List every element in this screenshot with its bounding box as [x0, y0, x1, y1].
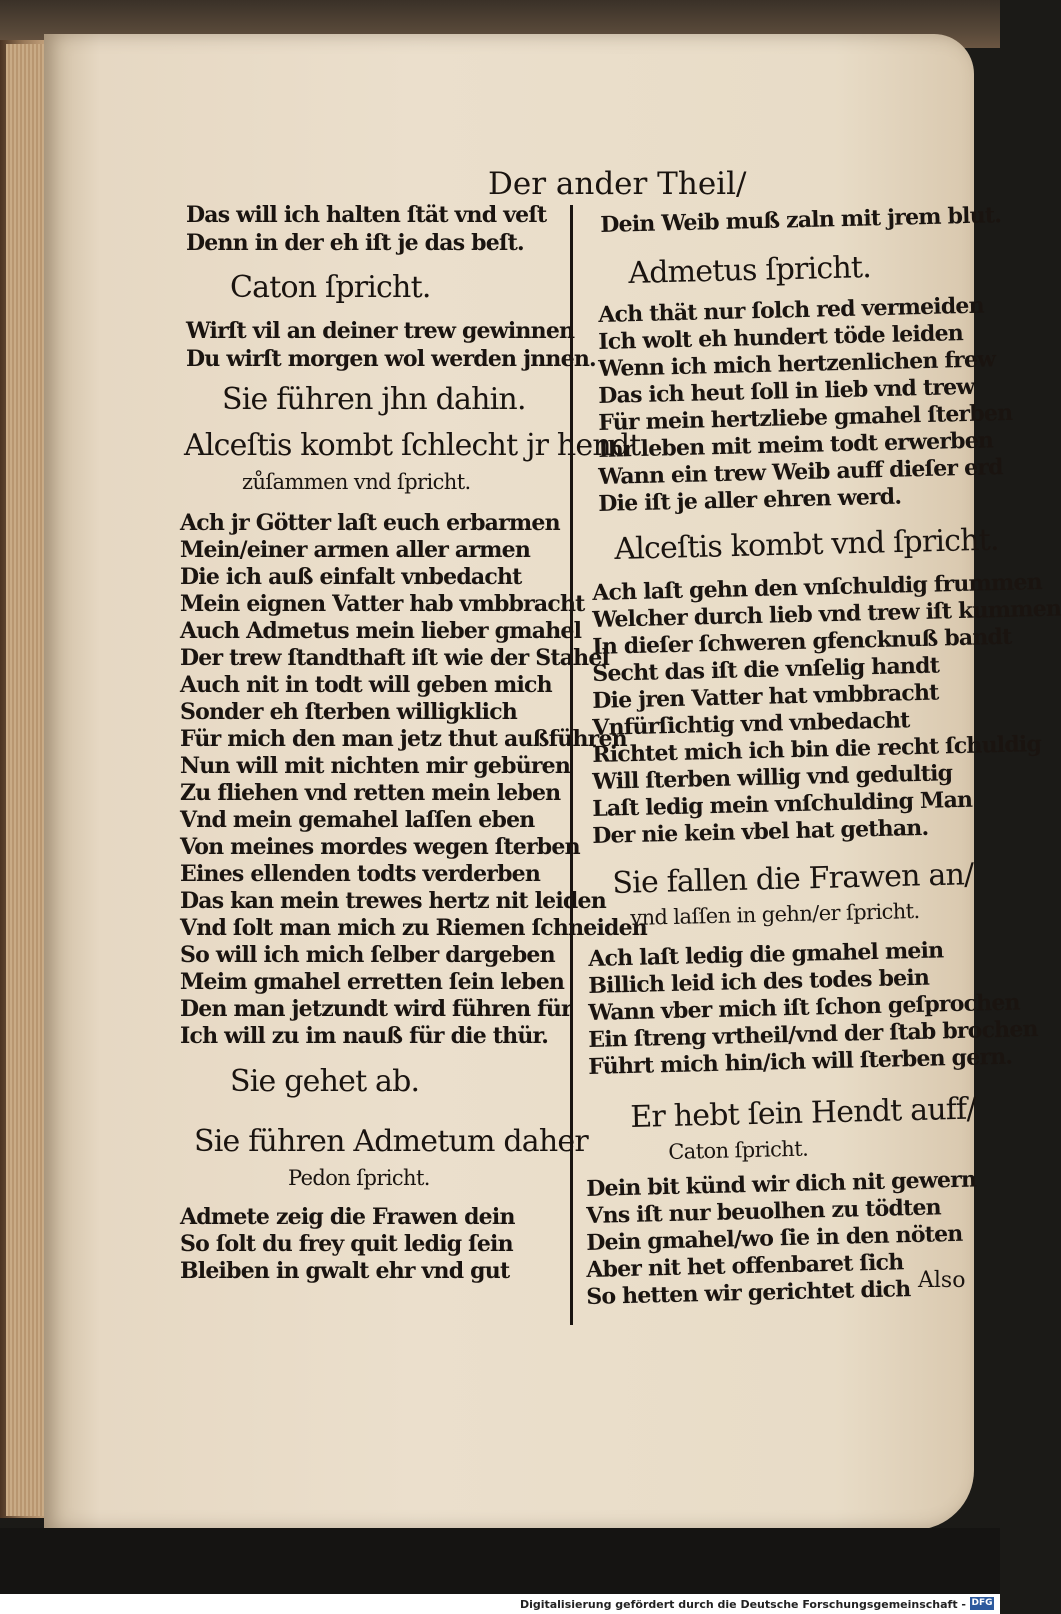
verse-line: Ach laſt ledig die gmahel mein: [588, 937, 944, 972]
verse-line: Der nie kein vbel hat gethan.: [592, 814, 929, 849]
speaker-heading-alcestis: Alceſtis kombt ſchlecht jr hendt: [184, 428, 641, 463]
stage-direction-sub: zůſammen vnd ſpricht.: [242, 470, 471, 494]
verse-line: Dein bit künd wir dich nit gewern: [586, 1166, 977, 1202]
stage-direction-heading: Sie fallen die Frawen an/: [612, 857, 974, 901]
verse-line: Ich wolt eh hundert töde leiden: [598, 320, 964, 355]
stage-direction-heading: Sie führen Admetum daher: [194, 1124, 588, 1159]
verse-line: Das will ich halten ſtät vnd veſt: [186, 202, 547, 228]
verse-line: Für mich den man jetz thut außführen: [180, 726, 627, 752]
speaker-heading-caton: Caton ſpricht.: [230, 270, 431, 305]
verse-line: Das ich heut ſoll in lieb vnd trew: [598, 373, 975, 409]
verse-line: Dein Weib muß zaln mit jrem blut.: [600, 202, 1002, 238]
verse-line: Nun will mit nichten mir gebüren: [180, 753, 571, 779]
verse-line: Dein gmahel/wo ſie in den nöten: [586, 1220, 963, 1256]
verse-line: Wenn ich mich hertzenlichen frew: [598, 346, 996, 382]
verse-line: Du wirſt morgen wol werden jnnen.: [186, 346, 596, 372]
stage-direction-heading: Er hebt ſein Hendt auff/: [630, 1091, 977, 1135]
verse-line: Vnd ſolt man mich zu Riemen ſchneiden: [180, 915, 647, 941]
verse-line: Ich will zu im nauß für die thür.: [180, 1023, 549, 1049]
verse-line: Den man jetzundt wird führen für: [180, 996, 572, 1022]
verse-line: Welcher durch lieb vnd trew iſt kummen: [592, 595, 1061, 633]
verse-line: Bleiben in gwalt ehr vnd gut: [180, 1258, 510, 1284]
scanner-backdrop-bottom: [0, 1528, 1000, 1594]
verse-line: So ſolt du frey quit ledig ſein: [180, 1231, 513, 1257]
verse-line: In dieſer ſchweren gfencknuß bandt: [592, 623, 1012, 660]
verse-line: Der trew ſtandthaft iſt wie der Stahel: [180, 645, 610, 671]
verse-line: Secht das iſt die vnſelig handt: [592, 652, 940, 687]
verse-line: Admete zeig die Frawen dein: [180, 1204, 515, 1230]
verse-line: So will ich mich ſelber dargeben: [180, 942, 555, 968]
speaker-heading-alcestis: Alceſtis kombt vnd ſpricht.: [614, 522, 1000, 567]
verse-line: Auch Admetus mein lieber gmahel: [180, 618, 582, 644]
verse-line: Mein/einer armen aller armen: [180, 537, 531, 563]
verse-line: Meim gmahel erretten ſein leben: [180, 969, 565, 995]
running-title: Der ander Theil/: [488, 166, 747, 202]
verse-line: Billich leid ich des todes bein: [588, 964, 930, 999]
verse-line: Zu fliehen vnd retten mein leben: [180, 780, 561, 806]
verse-line: Vnfürſichtig vnd vnbedacht: [592, 707, 910, 741]
stage-direction-sub: vnd laſſen in gehn/er ſpricht.: [630, 898, 920, 930]
verse-line: Die iſt je aller ehren werd.: [598, 483, 902, 517]
verse-line: Ach jr Götter laſt euch erbarmen: [180, 510, 560, 536]
verse-line: Richtet mich ich bin die recht ſchuldig: [592, 731, 1042, 768]
verse-line: Vnd mein gemahel laſſen eben: [180, 807, 535, 833]
verse-line: Führt mich hin/ich will ſterben gern.: [588, 1043, 1013, 1080]
verse-line: Für mein hertzliebe gmahel ſterben: [598, 399, 1013, 436]
verse-line: So hetten wir gerichtet dich: [586, 1276, 911, 1310]
verse-line: Ach thät nur ſolch red vermeiden: [598, 292, 985, 328]
verse-line: Das kan mein trewes hertz nit leiden: [180, 888, 606, 914]
verse-line: Wann vber mich iſt ſchon geſprochen: [588, 989, 1021, 1026]
dfg-logo-icon: DFG: [971, 1598, 993, 1608]
verse-line: Aber nit het offenbaret ſich: [586, 1249, 904, 1283]
verse-line: Die jren Vatter hat vmbbracht: [592, 679, 939, 714]
verse-line: Die ich auß einfalt vnbedacht: [180, 564, 522, 590]
catchword: Also: [918, 1268, 966, 1293]
verse-line: Eines ellenden todts verderben: [180, 861, 541, 887]
verse-line: Von meines mordes wegen ſterben: [180, 834, 580, 860]
speaker-heading-admetus: Admetus ſpricht.: [628, 250, 872, 291]
verse-line: Laſt ledig mein vnſchulding Man: [592, 786, 973, 822]
digitization-credit: Digitalisierung gefördert durch die Deutsche Forschungsgemeinschaft -: [519, 1598, 966, 1611]
verse-line: Will ſterben willig vnd gedultig: [592, 760, 953, 795]
verse-line: Auch nit in todt will geben mich: [180, 672, 552, 698]
stage-direction-heading: Sie führen jhn dahin.: [222, 382, 526, 417]
verse-line: Denn in der eh iſt je das beſt.: [186, 230, 524, 256]
verse-line: Ein ſtreng vrtheil/vnd der ſtab brochen: [588, 1016, 1039, 1053]
verse-line: Mein eignen Vatter hab vmbbracht: [180, 591, 585, 617]
verse-line: Vns iſt nur beuolhen zu tödten: [586, 1194, 942, 1229]
speaker-heading-caton: Caton ſpricht.: [668, 1136, 809, 1164]
verse-line: Wirſt vil an deiner trew gewinnen: [186, 318, 575, 344]
speaker-heading-pedon: Pedon ſpricht.: [288, 1166, 430, 1190]
verse-line: Wann ein trew Weib auff dieſer erd: [598, 454, 1003, 490]
verse-line: Sonder eh ſterben willigklich: [180, 699, 517, 725]
verse-line: Ihr leben mit meim todt erwerben: [598, 427, 994, 463]
verse-line: Ach laſt gehn den vnſchuldig frummen: [592, 569, 1043, 606]
stage-direction-heading: Sie gehet ab.: [230, 1064, 420, 1099]
